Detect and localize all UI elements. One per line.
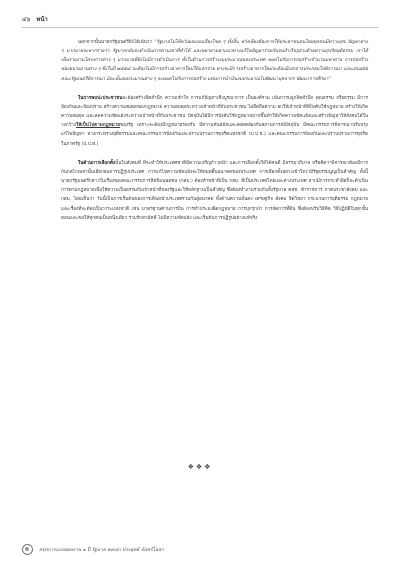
paragraph-election (61, 159, 368, 223)
page-header (22, 14, 48, 24)
header-divider (22, 27, 378, 28)
section-title: หน้า (36, 16, 48, 23)
paragraph-quote (61, 38, 368, 84)
paragraph-body-election: นั้นในสังคมที่ ที่จะทำให้ประเทศชาติมีความเจริญก้าวหน้า และการเลือกตั้งให้ได้คนดี มีธรรมาภิบาล หรือคิดว่าพิจารณาต้องมีการกันกลไกเหล่านั้นเสียก่อนการปฏิรูปประเทศ การแก้ไขความขัดแย้งจะให้หมดสิ้นอนาคตของประเทศ การเลือกตั้งอย่างเข้าใจว่ามีรัฐธรรมนูญเป็นสำคัญ ทั้งนี้ นายกรัฐมนตรีกล่าวในเรื่องของคณะกรรมการสิทธิมนุษยชน (กสม.) ต้องทำหน้าที่เป็น กสม. ที่เป็นประเทศไทยและต่างประเทศ หากมีการกระทำผิดก็จะดำเนินการตามกฎหมายเพื่อให้ความเป็นธรรมกับเจ้าหน้าที่ของรัฐและใช้หลักฐานเป็นสำคัญ ซึ่งต้องทำงานร่วมกันทั้งรัฐบาล คสช. ข้าราชการ ภาคประชาสังคม และ กสม. โดยเห็นว่า วันนี้เป็นการเริ่มต้นของการเดินหน้าประเทศรวมกันสู่อนาคต ทั้งด้านความมั่นคง เศรษฐกิจ สังคม จิตวิทยา กระบวนการยุติธรรม กฎหมาย และเรื่องที่จะต้องเป็นวาระแห่งชาติ เช่น มาตรฐานด้านการบิน การทำประมงผิดกฎหมาย การบุกรุกป่า การจัดการที่ดิน ซึ่งต้องปรับวิธีคิด วิธีปฏิบัติในทุกขั้นตอนและขอให้ทุกคนเป็นหนึ่งเดียว ร่วมรักสามัคคี ไม่มีความขัดแย้ง และเริ่มต้นการปฏิรูปอย่างแท้จริง (61, 160, 368, 221)
emblem-icon (22, 544, 33, 555)
page-footer (22, 544, 378, 555)
paragraph-tail-public: ของรัฐ เพราะจะต้องมีกฎหมายรองรับ มีความทันสมัยและสอดคล้องกับสถานการณ์ปัจจุบัน มีคณะกรรมการพิจารณาปรับปรุงแก้ไขปัญหา ทางกระทรวงยุติธรรมและคณะกรรมการป้องกันและปราบปรามการทุจริตแห่งชาติ (ป.ป.ช.) และคณะกรรมการป้องกันและปราบปรามการทุจริตในภาครัฐ (ป.ป.ท.) (61, 123, 368, 147)
pm-quote: “รัฐบาลไม่ได้หวังผลแบบเสี่ยงโชค ๆ ทั้งสิ้น หวังเพียงต้องการให้ประชาชนคนไทยทุกคนมีความสุข ปัญหาต่าง ๆ มากมายจะหากรายว่า รัฐบาลกลับจะดำเนินการตามเท่าที่ทำได้ และพยายามหาแนวทางแก้ไขปัญหาร่วมกันจนสำเร็จลุล่วงด้วยความสุจริตยุติธรรม เราได้เห็นรายงานโครงการต่าง ๆ มากมายที่ยังไม่มีการดำเนินการ ทั้งในด้านการสร้างงบประมาณของประเทศ หมดไปกับการก่อสร้างจำนวนมหาศาล การก่อสร้างของหน่วยงานต่าง ๆ ซึ่งในปี ๒๕๕๘ จะต้องไม่มีการสร้างอาคารใหม่ให้แจกจ่าย ทางจะมีการสร้างอาคารใหม่จะต้องมีเอกสารประกอบไปพิจารณา และเสนอต่อคณะรัฐมนตรีพิจารณา มิฉะนั้นงบประมาณต่าง ๆ จะหมดไปกับการก่อสร้าง แทนการนำเงินงบประมาณไปพัฒนาบุคลากร พัฒนาการศึกษา” (61, 40, 369, 82)
paragraph-lead-election: ในด้านการเลือกตั้ง (78, 160, 116, 166)
section-separator: ❖❖❖ (187, 463, 213, 471)
paragraph-body-public: จะต้องสร้างจิตสำนึก ความเข้าใจ การแก้ปัญหาเชิงบูรณาการ เป็นองค์รวม เน้นการปลูกจิตสำนึก คุณธรรม จริยธรรม มีการป้องกันและป้องปราม สร้างความสมดุลของกฎหมาย ความสมดุลระหว่างเจ้าหน้าที่กับประชาชน ไม่ยึดถือความ ยกให้เจ้าหน้าที่ที่บังคับใช้กฎหมาย สร้างให้เกิดความสมดุล และลดความขัดแย้งระหว่างเจ้าหน้าที่กับประชาชน ปัจจุบันได้มีการบังคับใช้กฎหมายมากขึ้นทำให้เกิดความขัดแย้งและสร้างปัญหาให้สังคมได้ในวงกว้าง (61, 95, 368, 129)
law-emphasis: ให้เป็นไปตามกฎหมาย (76, 123, 120, 129)
paragraph-public-meeting (61, 94, 368, 149)
document-body (61, 38, 368, 233)
paragraph-intro: นอกจากนั้นนายกรัฐมนตรียังได้เน้นว่า (78, 40, 155, 45)
footer-text: สรุปการแถลงผลงาน ๑ ปี รัฐบาล พลเอก ประยุทธ์ จันทร์โอชา (39, 547, 165, 553)
paragraph-lead-public: ในการพบปะประชาชน (78, 95, 123, 101)
page-number: ๔๖ (22, 16, 31, 23)
